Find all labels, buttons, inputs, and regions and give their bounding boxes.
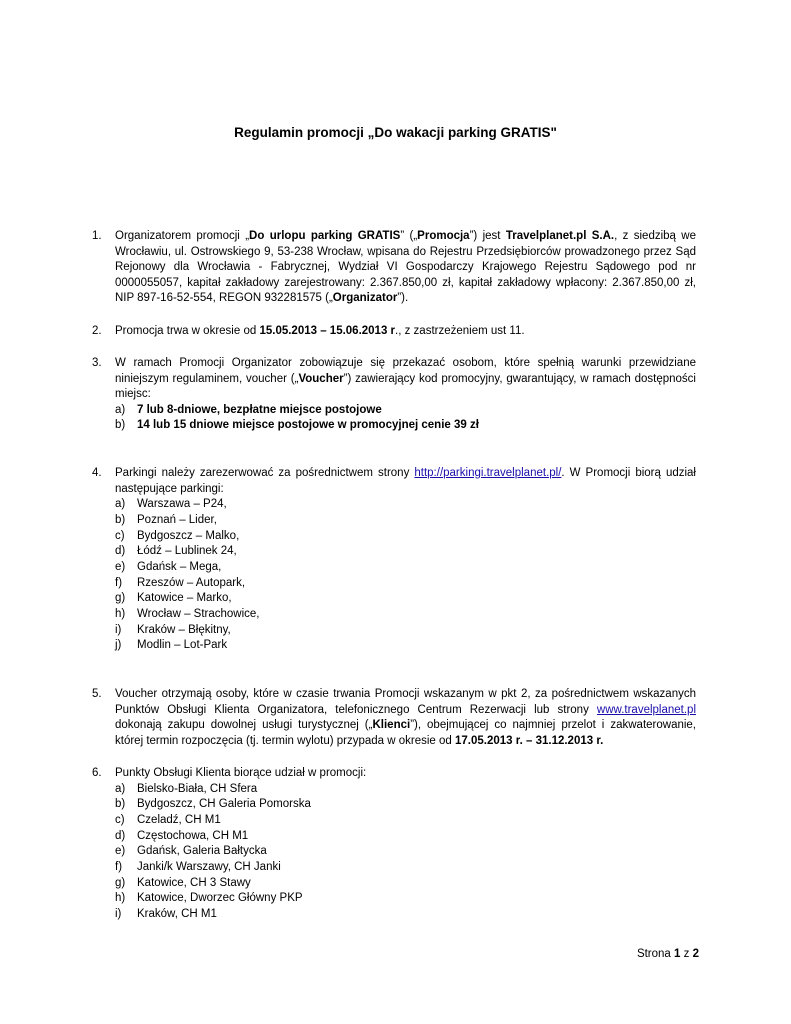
list-text: Warszawa – P24, <box>137 498 227 511</box>
clause-1 <box>92 229 696 307</box>
clause-number: 2. <box>92 325 102 337</box>
clause-2 <box>92 324 696 340</box>
total-pages: 2 <box>692 948 699 960</box>
list-item <box>115 591 696 607</box>
text-run: Promocja trwa w okresie od <box>115 325 260 337</box>
list-marker: h) <box>115 892 126 905</box>
clause-text <box>115 356 696 434</box>
list-marker: c) <box>115 813 125 826</box>
list-text: Bydgoszcz, CH Galeria Pomorska <box>137 798 311 811</box>
text-run: Punkty Obsługi Klienta biorące udział w promocji: <box>115 767 367 779</box>
list-marker: i) <box>115 908 122 921</box>
list-text: Czeladź, CH M1 <box>137 813 221 826</box>
clause-number: 3. <box>92 357 102 369</box>
bold-run: Organizator <box>332 292 398 305</box>
list-item <box>115 907 696 923</box>
clause-5 <box>92 687 696 749</box>
list-marker: a) <box>115 403 126 416</box>
text-run: Parkingi należy zarezerwować za pośrednictwem strony <box>115 467 415 479</box>
list-text: Bydgoszcz – Malko, <box>137 529 240 542</box>
list-marker: d) <box>115 829 126 842</box>
list-marker: a) <box>115 498 126 511</box>
clause-text <box>115 229 696 307</box>
list-item <box>115 797 696 813</box>
list-marker: f) <box>115 576 123 589</box>
text-run: . W Promocji biorą udział następujące parkingi: <box>115 467 696 495</box>
list-text: Katowice, Dworzec Główny PKP <box>137 892 303 905</box>
document-title: Regulamin promocji „Do wakacji parking GRATIS" <box>234 125 557 140</box>
list-item <box>115 418 696 434</box>
list-text: Katowice, CH 3 Stawy <box>137 876 251 889</box>
text-run: W ramach Promocji Organizator zobowiązuje się przekazać osobom, które spełnią warunki przewidziane niniejszym regulaminem, voucher („ <box>115 357 696 385</box>
list-text: Rzeszów – Autopark, <box>137 576 246 589</box>
clause-number: 4. <box>92 467 102 479</box>
parkingi-link[interactable]: http://parkingi.travelplanet.pl/ <box>414 467 562 479</box>
list-marker: e) <box>115 845 126 858</box>
list-item <box>115 513 696 529</box>
list-marker: j) <box>115 639 122 652</box>
list-marker: g) <box>115 876 126 889</box>
list-text: Modlin – Lot-Park <box>137 639 228 652</box>
list-text: Katowice – Marko, <box>137 592 232 605</box>
list-marker: d) <box>115 545 126 558</box>
list-marker: e) <box>115 560 126 573</box>
list-text: 14 lub 15 dniowe miejsce postojowe w promocyjnej cenie 39 zł <box>137 419 479 432</box>
list-item <box>115 813 696 829</box>
list-item <box>115 891 696 907</box>
list-item <box>115 529 696 545</box>
current-page: 1 <box>674 948 681 960</box>
list-marker: a) <box>115 782 126 795</box>
text-run: ”) jest <box>469 230 506 242</box>
list-marker: b) <box>115 513 126 526</box>
bold-run: Travelplanet.pl S.A. <box>505 230 615 242</box>
list-text: Częstochowa, CH M1 <box>137 829 249 842</box>
text-run: Organizatorem promocji „ <box>115 230 250 242</box>
list-text: Gdańsk – Mega, <box>137 560 222 573</box>
page-footer <box>637 947 699 963</box>
text-run: ”). <box>397 292 409 305</box>
list-marker: b) <box>115 798 126 811</box>
list-item <box>115 829 696 845</box>
clause-number: 5. <box>92 688 102 700</box>
list-text: Bielsko-Biała, CH Sfera <box>137 782 258 795</box>
list-marker: b) <box>115 419 126 432</box>
list-text: Gdańsk, Galeria Bałtycka <box>137 845 267 858</box>
list-item <box>115 623 696 639</box>
clause-3 <box>92 356 696 434</box>
clause-4 <box>92 466 696 654</box>
footer-separator: z <box>683 948 690 960</box>
list-item <box>115 544 696 560</box>
list-text: Łódź – Lublinek 24, <box>137 545 237 558</box>
bold-run: Promocja <box>417 230 470 242</box>
list-marker: g) <box>115 592 126 605</box>
list-item <box>115 607 696 623</box>
clause-text <box>115 324 696 340</box>
list-marker: f) <box>115 861 123 874</box>
list-item <box>115 638 696 654</box>
list-text: Poznań – Lider, <box>137 513 217 526</box>
list-text: 7 lub 8-dniowe, bezpłatne miejsce postojowe <box>137 403 382 416</box>
bold-run: 15.05.2013 – 15.06.2013 r <box>259 325 396 337</box>
clause-text <box>115 466 696 654</box>
list-item <box>115 876 696 892</box>
clause-text <box>115 766 696 923</box>
clause-text <box>115 687 696 749</box>
list-item <box>115 497 696 513</box>
text-run: Voucher otrzymają osoby, które w czasie trwania Promocji wskazanym w pkt 2, za pośrednictwem wskazanych Punktów Obsługi Klienta Organizatora, telefonicznego Centrum Rezerwacji lub strony <box>115 688 696 716</box>
list-item <box>115 860 696 876</box>
list-text: Janki/k Warszawy, CH Janki <box>137 861 281 874</box>
bold-run: Voucher <box>298 372 344 385</box>
text-run: dokonają zakupu dowolnej usługi turystycznej („ <box>115 719 373 732</box>
list-item <box>115 403 696 419</box>
bold-run: 17.05.2013 r. – 31.12.2013 r. <box>455 734 604 747</box>
clause-number: 6. <box>92 767 102 779</box>
list-item <box>115 782 696 798</box>
travelplanet-link[interactable]: www.travelplanet.pl <box>596 703 696 716</box>
text-run: ”), obejmującej co najmniej przelot i zakwaterowanie, której termin rozpoczęcia (tj. termin wylotu) przypada w okresie od <box>115 719 697 747</box>
list-item <box>115 844 696 860</box>
bold-run: Klienci <box>372 719 411 732</box>
list-text: Wrocław – Strachowice, <box>137 608 260 620</box>
list-text: Kraków, CH M1 <box>137 908 217 921</box>
text-run: ”) zawierający kod promocyjny, gwarantujący, w ramach dostępności miejsc: <box>115 372 696 401</box>
list-text: Kraków – Błękitny, <box>137 623 231 636</box>
list-marker: i) <box>115 623 122 636</box>
list-item <box>115 576 696 592</box>
list-marker: c) <box>115 529 125 542</box>
bold-run: Do urlopu parking GRATIS <box>249 230 401 242</box>
list-marker: h) <box>115 608 126 620</box>
clause-number: 1. <box>92 230 102 242</box>
footer-label: Strona <box>636 948 671 960</box>
text-run: ” („ <box>400 230 418 242</box>
text-run: , z siedzibą we Wrocławiu, ul. Ostrowskiego 9, 53-238 Wrocław, wpisana do Rejestru Przedsiębiorców prowadzonego przez Sąd Rejonowy dla Wrocławia - Fabrycznej, Wydział VI Gospodarczy Krajowego Rejestru Sądowego pod nr 0000055057, kapitał zakładowy zarejestrowany: 2.367.850,00 zł, kapitał zakładowy wpłacony: 2.367.850,00 zł, NIP 897-16-52-554, REGON 932281575 („ <box>115 230 696 305</box>
text-run: ., z zastrzeżeniem ust 11. <box>395 325 525 337</box>
clause-6 <box>92 766 696 923</box>
list-item <box>115 560 696 576</box>
